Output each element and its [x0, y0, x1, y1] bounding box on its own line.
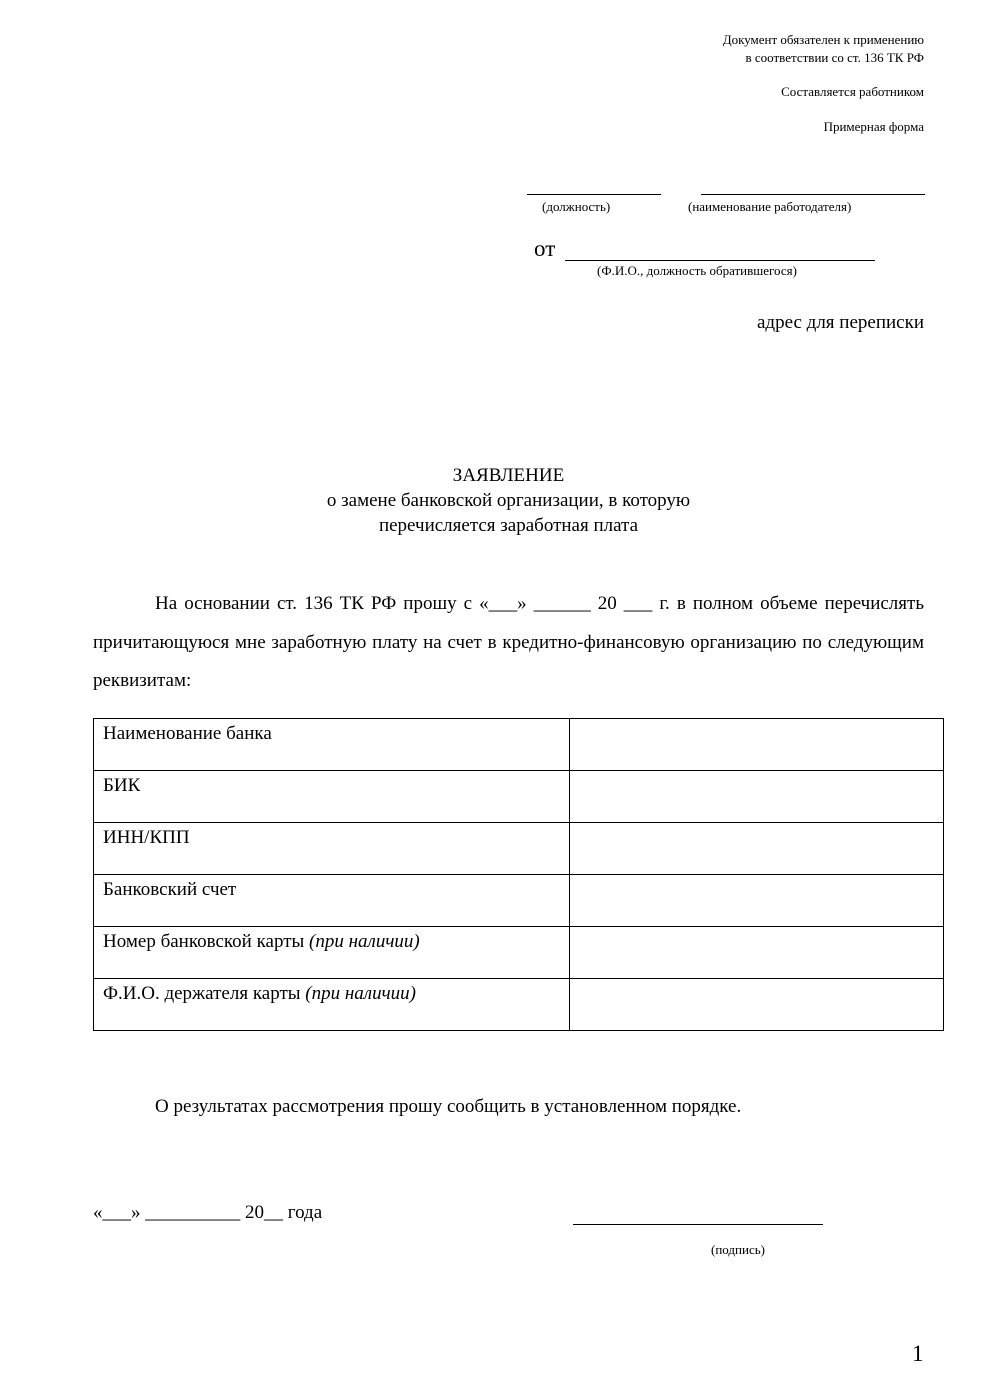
bank-field-value	[570, 771, 944, 823]
bank-field-label-text: БИК	[103, 775, 141, 796]
header-notice-line2: в соответствии со ст. 136 ТК РФ	[745, 50, 924, 65]
title-sub-line2: перечисляется заработная плата	[378, 515, 639, 536]
address-label: адрес для переписки	[756, 312, 924, 333]
composed-by-text: Составляется работником	[781, 84, 924, 99]
result-paragraph: О результатах рассмотрения прошу сообщить в установленном порядке.	[155, 1096, 742, 1117]
header-notice-line1: Документ обязателен к применению	[722, 32, 924, 47]
table-row	[94, 771, 944, 823]
bank-field-label	[94, 979, 570, 1031]
bank-field-label	[94, 875, 570, 927]
bank-field-label	[94, 719, 570, 771]
table-row	[94, 927, 944, 979]
table-row	[94, 823, 944, 875]
bank-field-label	[94, 823, 570, 875]
date-field: «___» __________ 20__ года	[93, 1202, 323, 1223]
table-row	[94, 875, 944, 927]
page-number: 1	[912, 1341, 924, 1366]
bank-field-label	[94, 927, 570, 979]
fio-line	[565, 260, 875, 261]
bank-field-label-text: Ф.И.О. держателя карты	[103, 983, 306, 1004]
table-row	[94, 979, 944, 1031]
signature-label: (подпись)	[711, 1242, 765, 1257]
body-paragraph: На основании ст. 136 ТК РФ прошу с «___» ______ 20 ___ г. в полном объеме перечислять причитающуюся мне заработную плату на счет в кредитно-финансовую организацию по следующим реквизитам:	[93, 593, 924, 691]
document-title	[93, 463, 924, 538]
title-sub-line1: о замене банковской организации, в которую	[326, 490, 691, 511]
bank-details-table	[93, 718, 944, 1031]
from-word: от	[534, 236, 556, 261]
employer-label: (наименование работодателя)	[688, 199, 852, 214]
bank-field-label-text: Наименование банка	[103, 723, 272, 744]
employer-line	[701, 194, 925, 195]
header-notice	[723, 31, 924, 67]
title-main: ЗАЯВЛЕНИЕ	[452, 465, 565, 486]
bank-field-value	[570, 719, 944, 771]
bank-field-value	[570, 979, 944, 1031]
bank-field-label-text: Банковский счет	[103, 879, 237, 900]
bank-field-note: (при наличии)	[305, 983, 416, 1004]
bank-field-value	[570, 823, 944, 875]
bank-field-value	[570, 927, 944, 979]
position-line	[527, 194, 661, 195]
bank-field-value	[570, 875, 944, 927]
bank-field-note: (при наличии)	[309, 931, 420, 952]
form-type-text: Примерная форма	[823, 119, 924, 134]
table-row	[94, 719, 944, 771]
fio-label: (Ф.И.О., должность обратившегося)	[597, 263, 797, 278]
position-label: (должность)	[542, 199, 611, 214]
bank-field-label-text: Номер банковской карты	[103, 931, 310, 952]
bank-field-label-text: ИНН/КПП	[103, 827, 190, 848]
signature-line	[573, 1224, 823, 1225]
bank-field-label	[94, 771, 570, 823]
